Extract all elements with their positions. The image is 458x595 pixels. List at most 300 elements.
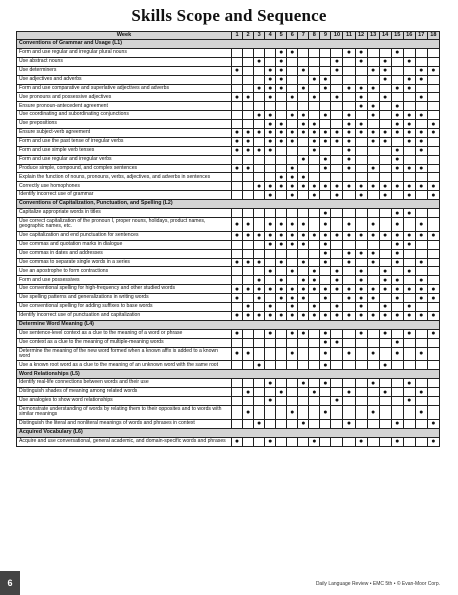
week-dot: ●: [243, 347, 254, 361]
week-cell: [415, 84, 427, 93]
week-cell: [309, 155, 320, 164]
skill-label: Form and use the past tense of irregular verbs: [17, 137, 232, 146]
week-dot: ●: [379, 388, 391, 397]
week-cell: [379, 173, 391, 182]
week-cell: [427, 388, 439, 397]
week-cell: [403, 437, 415, 446]
week-cell: [355, 155, 367, 164]
week-dot: ●: [331, 276, 343, 285]
week-dot: ●: [403, 231, 415, 240]
week-cell: [320, 173, 331, 182]
week-dot: ●: [415, 182, 427, 191]
week-cell: [276, 338, 287, 347]
week-cell: [391, 405, 403, 419]
week-cell: [287, 419, 298, 428]
week-number-1: 1: [232, 32, 243, 40]
table-row: [17, 209, 440, 218]
week-cell: [403, 361, 415, 370]
table-row: [17, 437, 440, 446]
week-dot: ●: [243, 129, 254, 138]
week-cell: [343, 437, 355, 446]
week-cell: [232, 84, 243, 93]
table-row: [17, 258, 440, 267]
week-cell: [254, 405, 265, 419]
week-cell: [415, 267, 427, 276]
skill-label: Correctly use homophones: [17, 182, 232, 191]
week-cell: [367, 93, 379, 102]
week-dot: ●: [320, 240, 331, 249]
week-dot: ●: [265, 129, 276, 138]
week-cell: [379, 405, 391, 419]
week-cell: [309, 66, 320, 75]
week-cell: [403, 276, 415, 285]
week-cell: [298, 338, 309, 347]
week-dot: ●: [343, 285, 355, 294]
table-row: [17, 49, 440, 58]
week-cell: [355, 75, 367, 84]
week-dot: ●: [320, 155, 331, 164]
table-row: [17, 84, 440, 93]
week-cell: [415, 329, 427, 338]
week-cell: [276, 302, 287, 311]
week-cell: [427, 338, 439, 347]
week-cell: [243, 66, 254, 75]
week-dot: ●: [331, 129, 343, 138]
week-cell: [254, 338, 265, 347]
week-dot: ●: [391, 120, 403, 129]
week-dot: ●: [309, 437, 320, 446]
week-cell: [331, 379, 343, 388]
week-dot: ●: [343, 49, 355, 58]
week-dot: ●: [309, 182, 320, 191]
week-dot: ●: [254, 361, 265, 370]
week-cell: [287, 397, 298, 406]
week-dot: ●: [355, 102, 367, 111]
week-dot: ●: [309, 191, 320, 200]
week-dot: ●: [367, 294, 379, 303]
week-dot: ●: [331, 267, 343, 276]
week-dot: ●: [391, 49, 403, 58]
week-cell: [367, 240, 379, 249]
week-dot: ●: [415, 258, 427, 267]
week-dot: ●: [403, 164, 415, 173]
week-dot: ●: [320, 84, 331, 93]
week-cell: [391, 302, 403, 311]
week-cell: [355, 405, 367, 419]
week-cell: [367, 437, 379, 446]
week-dot: ●: [287, 329, 298, 338]
week-cell: [298, 93, 309, 102]
week-dot: ●: [309, 129, 320, 138]
week-cell: [379, 338, 391, 347]
week-cell: [243, 267, 254, 276]
week-dot: ●: [415, 311, 427, 320]
week-dot: ●: [298, 129, 309, 138]
week-cell: [265, 57, 276, 66]
week-cell: [309, 111, 320, 120]
week-dot: ●: [276, 57, 287, 66]
week-dot: ●: [276, 66, 287, 75]
week-dot: ●: [367, 129, 379, 138]
week-cell: [427, 173, 439, 182]
week-cell: [232, 276, 243, 285]
week-dot: ●: [415, 111, 427, 120]
week-cell: [276, 329, 287, 338]
week-cell: [309, 294, 320, 303]
skill-label: Use a known root word as a clue to the meaning of an unknown word with the same root: [17, 361, 232, 370]
week-dot: ●: [276, 49, 287, 58]
week-number-10: 10: [331, 32, 343, 40]
week-cell: [379, 397, 391, 406]
week-dot: ●: [265, 146, 276, 155]
week-cell: [379, 240, 391, 249]
skill-label: Use conventional spelling for adding suffixes to base words: [17, 302, 232, 311]
week-dot: ●: [265, 329, 276, 338]
week-cell: [415, 397, 427, 406]
week-dot: ●: [287, 231, 298, 240]
week-dot: ●: [320, 361, 331, 370]
week-dot: ●: [243, 311, 254, 320]
week-cell: [379, 347, 391, 361]
week-cell: [355, 388, 367, 397]
week-cell: [232, 419, 243, 428]
week-dot: ●: [298, 294, 309, 303]
skill-label: Identify incorrect use of punctuation and capitalization: [17, 311, 232, 320]
week-dot: ●: [331, 231, 343, 240]
week-cell: [232, 182, 243, 191]
week-dot: ●: [343, 249, 355, 258]
week-dot: ●: [309, 93, 320, 102]
week-dot: ●: [391, 129, 403, 138]
week-cell: [320, 388, 331, 397]
week-cell: [276, 146, 287, 155]
week-dot: ●: [254, 285, 265, 294]
week-dot: ●: [331, 285, 343, 294]
week-dot: ●: [379, 129, 391, 138]
week-cell: [403, 66, 415, 75]
week-dot: ●: [254, 146, 265, 155]
week-cell: [331, 111, 343, 120]
week-cell: [427, 249, 439, 258]
table-row: [17, 397, 440, 406]
week-cell: [298, 137, 309, 146]
skill-label: Produce simple, compound, and complex sentences: [17, 164, 232, 173]
week-cell: [243, 437, 254, 446]
week-cell: [403, 102, 415, 111]
week-dot: ●: [265, 66, 276, 75]
week-cell: [355, 164, 367, 173]
week-dot: ●: [265, 218, 276, 232]
week-cell: [367, 302, 379, 311]
week-cell: [265, 338, 276, 347]
week-cell: [287, 388, 298, 397]
week-dot: ●: [287, 191, 298, 200]
skill-label: Explain the function of nouns, pronouns, verbs, adjectives, and adverbs in sentences: [17, 173, 232, 182]
section-title: Acquired Vocabulary (L6): [17, 428, 440, 437]
week-dot: ●: [320, 285, 331, 294]
week-cell: [254, 397, 265, 406]
week-dot: ●: [379, 311, 391, 320]
week-cell: [232, 361, 243, 370]
week-cell: [403, 388, 415, 397]
week-cell: [265, 164, 276, 173]
table-row: [17, 419, 440, 428]
week-cell: [343, 93, 355, 102]
week-dot: ●: [391, 146, 403, 155]
week-cell: [232, 191, 243, 200]
section-header: [17, 428, 440, 437]
week-dot: ●: [403, 209, 415, 218]
week-dot: ●: [287, 311, 298, 320]
week-dot: ●: [379, 267, 391, 276]
week-dot: ●: [254, 57, 265, 66]
week-dot: ●: [367, 249, 379, 258]
week-dot: ●: [415, 75, 427, 84]
week-cell: [309, 347, 320, 361]
week-dot: ●: [355, 129, 367, 138]
week-dot: ●: [276, 129, 287, 138]
week-cell: [343, 405, 355, 419]
week-dot: ●: [391, 258, 403, 267]
week-cell: [232, 173, 243, 182]
week-dot: ●: [403, 379, 415, 388]
week-dot: ●: [379, 285, 391, 294]
week-cell: [265, 405, 276, 419]
skill-label: Form and use regular and irregular verbs: [17, 155, 232, 164]
week-dot: ●: [276, 276, 287, 285]
skill-label: Use conventional spelling for high-frequency and other studied words: [17, 285, 232, 294]
week-cell: [391, 397, 403, 406]
week-cell: [367, 146, 379, 155]
week-cell: [309, 173, 320, 182]
week-dot: ●: [276, 218, 287, 232]
week-cell: [415, 419, 427, 428]
week-cell: [232, 388, 243, 397]
week-cell: [254, 209, 265, 218]
week-dot: ●: [331, 57, 343, 66]
week-dot: ●: [320, 379, 331, 388]
table-row: [17, 173, 440, 182]
week-dot: ●: [265, 302, 276, 311]
week-cell: [298, 75, 309, 84]
week-cell: [379, 146, 391, 155]
week-dot: ●: [287, 218, 298, 232]
week-cell: [331, 388, 343, 397]
week-dot: ●: [232, 129, 243, 138]
week-dot: ●: [343, 218, 355, 232]
week-dot: ●: [276, 75, 287, 84]
table-row: [17, 164, 440, 173]
week-cell: [287, 120, 298, 129]
week-dot: ●: [309, 276, 320, 285]
week-dot: ●: [287, 240, 298, 249]
week-dot: ●: [320, 75, 331, 84]
section-title: Conventions of Capitalization, Punctuation, and Spelling (L2): [17, 200, 440, 209]
week-dot: ●: [343, 182, 355, 191]
week-cell: [415, 240, 427, 249]
week-dot: ●: [265, 84, 276, 93]
week-dot: ●: [298, 419, 309, 428]
week-cell: [331, 249, 343, 258]
week-cell: [309, 240, 320, 249]
table-row: [17, 120, 440, 129]
week-cell: [403, 347, 415, 361]
skill-label: Use analogies to show word relationships: [17, 397, 232, 406]
week-cell: [232, 49, 243, 58]
week-dot: ●: [309, 75, 320, 84]
week-dot: ●: [367, 218, 379, 232]
week-dot: ●: [254, 84, 265, 93]
week-dot: ●: [309, 267, 320, 276]
skill-label: Acquire and use conversational, general academic, and domain-specific words and phrases: [17, 437, 232, 446]
week-cell: [287, 258, 298, 267]
week-cell: [287, 66, 298, 75]
week-cell: [403, 338, 415, 347]
week-cell: [265, 102, 276, 111]
week-dot: ●: [298, 258, 309, 267]
week-dot: ●: [379, 276, 391, 285]
week-cell: [331, 146, 343, 155]
week-dot: ●: [355, 182, 367, 191]
skill-label: Form and use possessives: [17, 276, 232, 285]
week-cell: [232, 338, 243, 347]
week-cell: [243, 294, 254, 303]
week-cell: [415, 49, 427, 58]
week-dot: ●: [287, 285, 298, 294]
week-cell: [427, 57, 439, 66]
week-dot: ●: [265, 93, 276, 102]
week-dot: ●: [287, 405, 298, 419]
week-cell: [287, 379, 298, 388]
week-dot: ●: [276, 137, 287, 146]
week-dot: ●: [379, 182, 391, 191]
week-cell: [343, 102, 355, 111]
week-cell: [343, 397, 355, 406]
week-cell: [265, 294, 276, 303]
week-dot: ●: [403, 84, 415, 93]
week-dot: ●: [243, 93, 254, 102]
week-dot: ●: [276, 258, 287, 267]
week-dot: ●: [343, 146, 355, 155]
week-dot: ●: [391, 294, 403, 303]
week-cell: [403, 173, 415, 182]
week-cell: [265, 361, 276, 370]
week-cell: [367, 397, 379, 406]
week-dot: ●: [232, 285, 243, 294]
week-dot: ●: [415, 347, 427, 361]
week-cell: [320, 276, 331, 285]
week-cell: [415, 173, 427, 182]
week-dot: ●: [427, 66, 439, 75]
week-cell: [276, 379, 287, 388]
week-dot: ●: [243, 285, 254, 294]
week-dot: ●: [232, 218, 243, 232]
week-cell: [276, 437, 287, 446]
week-cell: [298, 437, 309, 446]
table-row: [17, 302, 440, 311]
week-number-16: 16: [403, 32, 415, 40]
week-cell: [243, 57, 254, 66]
week-cell: [343, 75, 355, 84]
week-dot: ●: [367, 84, 379, 93]
week-dot: ●: [287, 182, 298, 191]
week-dot: ●: [320, 249, 331, 258]
skill-label: Distinguish the literal and nonliteral meanings of words and phrases in context: [17, 419, 232, 428]
week-dot: ●: [403, 120, 415, 129]
week-cell: [343, 276, 355, 285]
table-row: [17, 102, 440, 111]
week-dot: ●: [379, 66, 391, 75]
week-dot: ●: [427, 419, 439, 428]
week-dot: ●: [403, 137, 415, 146]
week-dot: ●: [367, 405, 379, 419]
week-dot: ●: [343, 164, 355, 173]
week-cell: [391, 75, 403, 84]
week-dot: ●: [265, 191, 276, 200]
week-cell: [254, 240, 265, 249]
week-dot: ●: [379, 93, 391, 102]
week-cell: [367, 209, 379, 218]
skill-label: Use prepositions: [17, 120, 232, 129]
week-cell: [309, 164, 320, 173]
week-cell: [243, 209, 254, 218]
week-dot: ●: [343, 294, 355, 303]
week-cell: [391, 329, 403, 338]
week-dot: ●: [427, 285, 439, 294]
week-dot: ●: [403, 111, 415, 120]
week-dot: ●: [331, 302, 343, 311]
week-dot: ●: [331, 338, 343, 347]
week-dot: ●: [265, 379, 276, 388]
week-cell: [427, 49, 439, 58]
week-cell: [331, 294, 343, 303]
week-cell: [415, 155, 427, 164]
week-cell: [243, 276, 254, 285]
week-dot: ●: [287, 93, 298, 102]
week-dot: ●: [287, 137, 298, 146]
week-cell: [309, 218, 320, 232]
week-dot: ●: [379, 75, 391, 84]
week-dot: ●: [331, 182, 343, 191]
week-cell: [367, 49, 379, 58]
week-cell: [427, 258, 439, 267]
week-cell: [403, 218, 415, 232]
week-cell: [309, 379, 320, 388]
week-cell: [355, 397, 367, 406]
week-cell: [367, 173, 379, 182]
week-dot: ●: [265, 437, 276, 446]
skill-label: Use commas and quotation marks in dialogue: [17, 240, 232, 249]
week-cell: [367, 57, 379, 66]
week-number-15: 15: [391, 32, 403, 40]
week-dot: ●: [331, 397, 343, 406]
skill-label: Identify incorrect use of grammar: [17, 191, 232, 200]
table-row: [17, 338, 440, 347]
week-dot: ●: [320, 258, 331, 267]
week-dot: ●: [331, 191, 343, 200]
week-dot: ●: [415, 276, 427, 285]
week-dot: ●: [355, 311, 367, 320]
week-cell: [232, 209, 243, 218]
week-dot: ●: [320, 329, 331, 338]
week-cell: [254, 329, 265, 338]
week-cell: [343, 338, 355, 347]
week-cell: [287, 102, 298, 111]
week-cell: [320, 102, 331, 111]
week-dot: ●: [232, 146, 243, 155]
week-cell: [427, 361, 439, 370]
week-dot: ●: [298, 231, 309, 240]
